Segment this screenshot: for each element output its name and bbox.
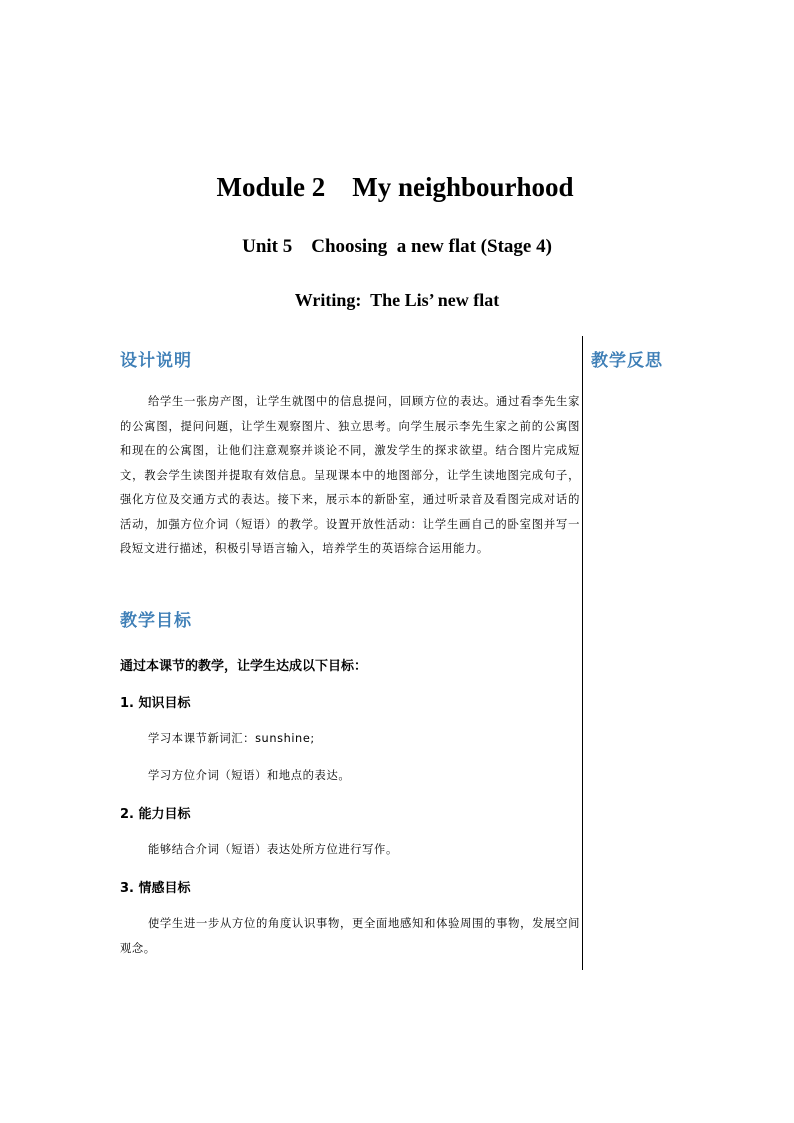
knowledge-goals-heading: 1. 知识目标 [120, 696, 191, 711]
design-notes-paragraph: 给学生一张房产图，让学生就图中的信息提问，回顾方位的表达。通过看李先生家的公寓图，提问问题，让学生观察图片、独立思考。向学生展示李先生家之前的公寓图和现在的公寓图，让他们注意观察并谈论不同，激发学生的探求欲望。结合图片完成短文，教会学生读图并提取有效信息。呈现课本中的地图部分，让学生读地图完成句子，强化方位及交通方式的表达。接下来，展示本的新卧室，通过听录音及看图完成对话的活动，加强方位介词（短语）的教学。设置开放性活动：让学生画自己的卧室图并写一段短文进行描述，积极引导语言输入，培养学生的英语综合运用能力。 [120, 395, 580, 555]
goals-intro: 通过本课节的教学，让学生达成以下目标： [120, 659, 368, 674]
column-divider [582, 336, 583, 970]
unit-title: Unit 5 Choosing a new flat (Stage 4) [242, 236, 552, 257]
writing-title: Writing: The Lis’ new flat [294, 290, 500, 310]
design-notes-heading: 设计说明 [120, 351, 192, 371]
emotion-goals-paragraph: 使学生进一步从方位的角度认识事物，更全面地感知和体验周围的事物，发展空间观念。 [120, 917, 580, 955]
module-title: Module 2 My neighbourhood [216, 172, 574, 202]
teaching-reflection-heading: 教学反思 [591, 351, 663, 371]
emotion-goals-heading: 3. 情感目标 [120, 881, 191, 896]
teaching-goals-heading: 教学目标 [120, 611, 192, 631]
ability-goals-heading: 2. 能力目标 [120, 807, 191, 822]
ability-goal-item: 能够结合介词（短语）表达处所方位进行写作。 [148, 843, 398, 856]
knowledge-goal-item: 学习方位介词（短语）和地点的表达。 [148, 769, 351, 782]
knowledge-goal-item: 学习本课节新词汇：sunshine; [148, 732, 315, 745]
